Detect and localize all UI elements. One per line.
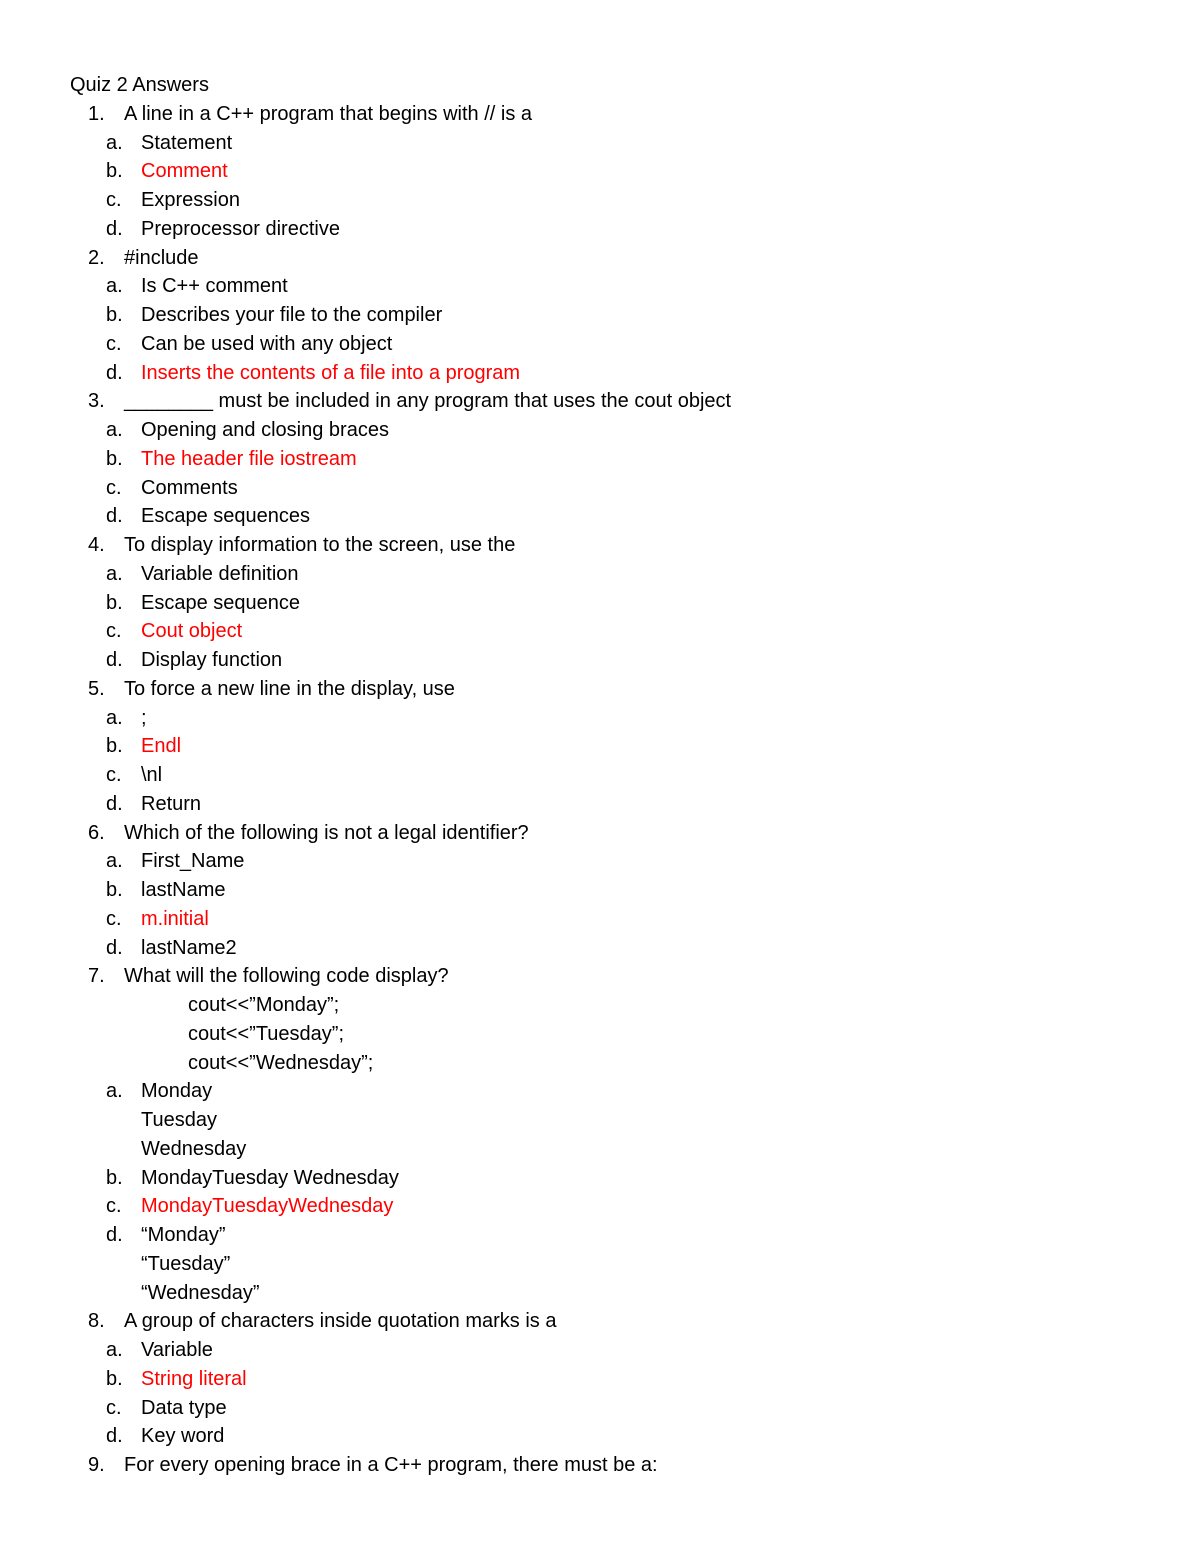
answer-option bbox=[70, 876, 226, 905]
option-letter: a. bbox=[106, 706, 123, 729]
option-letter: c. bbox=[106, 620, 122, 643]
question-text: To display information to the screen, use the bbox=[124, 534, 516, 556]
answer-option bbox=[70, 704, 209, 733]
answer-option bbox=[70, 560, 299, 589]
question-number: 8. bbox=[88, 1310, 105, 1333]
question-line bbox=[70, 244, 209, 273]
question-number: 2. bbox=[88, 246, 105, 269]
option-letter: d. bbox=[106, 1425, 123, 1448]
answer-option bbox=[70, 445, 357, 474]
code-text: cout<<”Monday”; bbox=[188, 994, 340, 1016]
question-number: 5. bbox=[88, 677, 105, 700]
answer-option bbox=[70, 416, 389, 445]
option-text: Preprocessor directive bbox=[141, 217, 340, 240]
question-text: Which of the following is not a legal identifier? bbox=[124, 821, 529, 844]
answer-option bbox=[70, 934, 237, 963]
option-text: Tuesday bbox=[141, 1109, 217, 1131]
option-text: Variable bbox=[141, 1339, 213, 1361]
question-number: 9. bbox=[88, 1454, 105, 1476]
question-number: 4. bbox=[88, 534, 105, 556]
correct-answer-text: Inserts the contents of a file into a program bbox=[141, 361, 521, 384]
answer-option bbox=[70, 129, 233, 158]
answer-option bbox=[70, 732, 209, 761]
option-letter: c. bbox=[106, 189, 122, 211]
option-letter: c. bbox=[106, 1396, 122, 1419]
option-letter: b. bbox=[106, 1367, 123, 1390]
question-line bbox=[70, 531, 516, 560]
answer-option bbox=[70, 215, 340, 244]
question-number: 1. bbox=[88, 102, 105, 125]
option-letter: b. bbox=[106, 304, 123, 326]
option-text: “Wednesday” bbox=[141, 1281, 260, 1304]
option-text: Expression bbox=[141, 189, 240, 211]
option-text: Escape sequence bbox=[141, 591, 301, 614]
option-letter: a. bbox=[106, 131, 123, 154]
option-letter: a. bbox=[106, 1080, 123, 1103]
option-letter: b. bbox=[106, 1166, 123, 1189]
option-letter: d. bbox=[106, 792, 123, 815]
option-text: First_Name bbox=[141, 850, 245, 873]
question-text: For every opening brace in a C++ program, there must be a: bbox=[124, 1454, 658, 1476]
option-text: Can be used with any object bbox=[141, 332, 393, 355]
correct-answer-text: Cout object bbox=[141, 620, 243, 643]
question-line bbox=[70, 819, 529, 848]
answer-option bbox=[70, 1077, 213, 1106]
answer-option bbox=[70, 1279, 260, 1308]
question-line bbox=[70, 387, 732, 416]
answer-option bbox=[70, 1221, 226, 1250]
option-text: Variable definition bbox=[141, 562, 299, 585]
option-letter: c. bbox=[106, 476, 122, 499]
answer-option bbox=[70, 157, 228, 186]
option-letter: c. bbox=[106, 332, 122, 355]
answer-option bbox=[70, 359, 521, 388]
option-text: Statement bbox=[141, 131, 233, 154]
question-text: A line in a C++ program that begins with // is a bbox=[124, 102, 532, 125]
option-text: Key word bbox=[141, 1425, 225, 1448]
question-number: 6. bbox=[88, 821, 105, 844]
question-line bbox=[70, 100, 532, 129]
correct-answer-text: String literal bbox=[141, 1367, 247, 1390]
answer-option bbox=[70, 617, 243, 646]
correct-answer-text: m.initial bbox=[141, 907, 209, 930]
answer-option bbox=[70, 646, 283, 675]
option-letter: a. bbox=[106, 419, 123, 441]
option-text: Escape sequences bbox=[141, 505, 311, 528]
code-text: cout<<”Tuesday”; bbox=[188, 1022, 345, 1045]
option-letter: c. bbox=[106, 1195, 122, 1218]
option-letter: b. bbox=[106, 160, 123, 183]
question-text: ________ must be included in any program that uses the cout object bbox=[124, 390, 732, 413]
correct-answer-text: Endl bbox=[141, 735, 182, 758]
answer-option bbox=[70, 1336, 213, 1365]
option-text: “Monday” bbox=[141, 1224, 226, 1246]
answer-option bbox=[70, 761, 209, 790]
option-text: Is C++ comment bbox=[141, 275, 288, 298]
option-letter: d. bbox=[106, 505, 123, 528]
option-letter: d. bbox=[106, 936, 123, 959]
option-text: Describes your file to the compiler bbox=[141, 304, 443, 326]
answer-option bbox=[70, 1422, 225, 1451]
correct-answer-text: The header file iostream bbox=[141, 447, 357, 470]
option-letter: b. bbox=[106, 591, 123, 614]
answer-option bbox=[70, 1135, 247, 1164]
option-letter: b. bbox=[106, 879, 123, 901]
answer-option bbox=[70, 1250, 231, 1279]
option-letter: a. bbox=[106, 275, 123, 298]
option-letter: d. bbox=[106, 361, 123, 384]
page-title: Quiz 2 Answers bbox=[70, 74, 209, 96]
option-letter: c. bbox=[106, 764, 122, 786]
answer-option bbox=[70, 502, 311, 531]
question-text: #include bbox=[124, 246, 199, 269]
option-text: \nl bbox=[141, 764, 163, 786]
question-text: What will the following code display? bbox=[124, 965, 449, 988]
answer-option bbox=[70, 1365, 247, 1394]
answer-option bbox=[70, 905, 209, 934]
answer-option bbox=[70, 847, 245, 876]
option-text: “Tuesday” bbox=[141, 1252, 231, 1275]
option-letter: d. bbox=[106, 649, 123, 671]
answer-option bbox=[70, 186, 240, 215]
answer-option bbox=[70, 272, 288, 301]
option-text: Display function bbox=[141, 649, 283, 671]
option-letter: c. bbox=[106, 907, 122, 930]
answer-option bbox=[70, 1106, 217, 1135]
option-letter: a. bbox=[106, 1339, 123, 1361]
answer-option bbox=[70, 589, 301, 618]
code-line bbox=[70, 1049, 374, 1078]
option-text: MondayTuesday Wednesday bbox=[141, 1166, 399, 1189]
answer-option bbox=[70, 1394, 227, 1423]
option-text: Wednesday bbox=[141, 1137, 247, 1160]
option-text: lastName bbox=[141, 879, 226, 901]
question-line bbox=[70, 962, 449, 991]
option-letter: b. bbox=[106, 447, 123, 470]
correct-answer-text: MondayTuesdayWednesday bbox=[141, 1195, 394, 1218]
option-letter: d. bbox=[106, 1224, 123, 1246]
option-text: lastName2 bbox=[141, 936, 237, 959]
answer-option bbox=[70, 474, 238, 503]
question-line bbox=[70, 1307, 557, 1336]
option-text: Opening and closing braces bbox=[141, 419, 389, 441]
option-letter: a. bbox=[106, 562, 123, 585]
option-text: ; bbox=[141, 706, 147, 729]
answer-option bbox=[70, 301, 443, 330]
option-letter: d. bbox=[106, 217, 123, 240]
question-text: A group of characters inside quotation marks is a bbox=[124, 1310, 557, 1333]
question-number: 7. bbox=[88, 965, 105, 988]
correct-answer-text: Comment bbox=[141, 160, 228, 183]
quiz-document bbox=[70, 71, 732, 1480]
option-letter: a. bbox=[106, 850, 123, 873]
code-text: cout<<”Wednesday”; bbox=[188, 1051, 374, 1074]
answer-option bbox=[70, 1164, 399, 1193]
answer-option bbox=[70, 330, 393, 359]
answer-option bbox=[70, 1192, 394, 1221]
answer-option bbox=[70, 790, 209, 819]
option-text: Monday bbox=[141, 1080, 213, 1103]
question-line bbox=[70, 675, 455, 704]
option-letter: b. bbox=[106, 735, 123, 758]
question-number: 3. bbox=[88, 390, 105, 413]
code-line bbox=[70, 1020, 345, 1049]
option-text: Comments bbox=[141, 476, 238, 499]
question-text: To force a new line in the display, use bbox=[124, 677, 455, 700]
question-line bbox=[70, 1451, 658, 1480]
code-line bbox=[70, 991, 340, 1020]
option-text: Return bbox=[141, 792, 202, 815]
option-text: Data type bbox=[141, 1396, 227, 1419]
